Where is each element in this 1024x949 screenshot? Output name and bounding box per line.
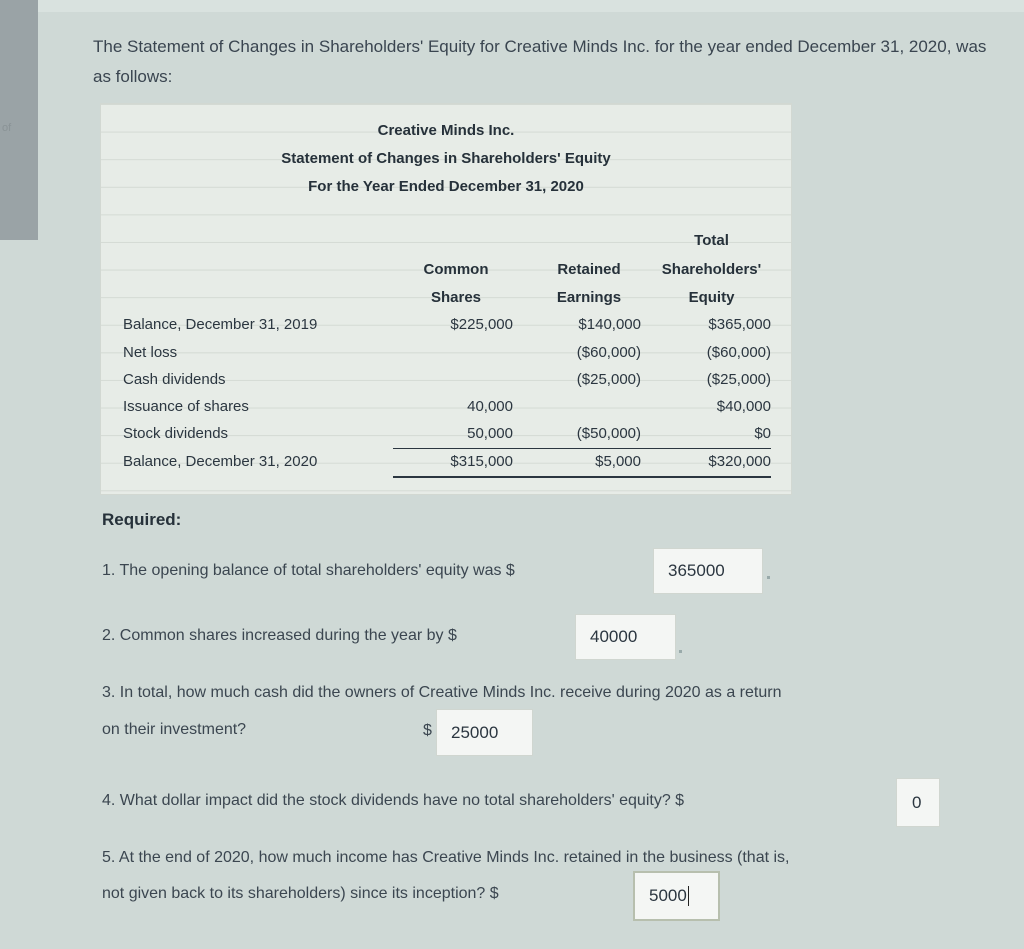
answer-2-input[interactable]: 40000	[575, 614, 676, 660]
statement-title: Statement of Changes in Shareholders' Equity	[281, 150, 611, 167]
statement-company: Creative Minds Inc.	[377, 122, 515, 139]
row-label: Stock dividends	[123, 425, 229, 442]
row-common: 50,000	[467, 425, 513, 442]
question-3-line1: 3. In total, how much cash did the owners of Creative Minds Inc. receive during 2020 as a return	[102, 684, 782, 701]
question-intro: The Statement of Changes in Shareholders' Equity for Creative Minds Inc. for the year ended December 31, 2020, was as follows:	[93, 37, 987, 86]
answer-5-value: 5000	[649, 886, 687, 905]
text-caret	[688, 886, 689, 906]
question-5-line2: not given back to its shareholders) since its inception? $	[102, 885, 499, 902]
col-common-line2: Shares	[430, 289, 482, 306]
col-retained-line2: Earnings	[556, 289, 622, 306]
row-total: $40,000	[716, 398, 771, 415]
answer-3-input[interactable]: 25000	[436, 709, 533, 756]
row-total: $0	[754, 425, 771, 442]
table-row	[101, 371, 791, 398]
col-common-line1: Common	[423, 261, 489, 278]
row-total: ($25,000)	[706, 371, 771, 388]
question-4-text: 4. What dollar impact did the stock dividends have no total shareholders' equity? $	[102, 792, 685, 809]
col-retained-line1: Retained	[557, 261, 621, 278]
total-rule	[393, 476, 771, 478]
row-common: $315,000	[450, 453, 513, 470]
table-row	[101, 316, 791, 343]
row-retained: ($50,000)	[576, 425, 641, 442]
row-total: ($60,000)	[706, 344, 771, 361]
row-total: $365,000	[708, 316, 771, 333]
answer-1-input[interactable]: 365000	[653, 548, 763, 594]
question-3-currency: $	[423, 722, 432, 739]
row-label: Issuance of shares	[123, 398, 249, 415]
sidebar-label: of	[2, 122, 12, 134]
sidebar-strip	[0, 0, 38, 240]
subtotal-rule	[393, 448, 771, 449]
row-common: 40,000	[467, 398, 513, 415]
answer-1-marker	[767, 576, 770, 579]
row-total: $320,000	[708, 453, 771, 470]
row-retained: $5,000	[595, 453, 641, 470]
row-label: Cash dividends	[123, 371, 226, 388]
row-retained: ($60,000)	[576, 344, 641, 361]
row-label: Net loss	[123, 344, 178, 361]
equity-statement-table	[100, 103, 792, 495]
statement-period: For the Year Ended December 31, 2020	[308, 178, 584, 195]
table-row	[101, 344, 791, 371]
table-row	[101, 398, 791, 425]
row-retained: $140,000	[578, 316, 641, 333]
answer-4-input[interactable]: 0	[896, 778, 940, 827]
question-1-text: 1. The opening balance of total shareholders' equity was $	[102, 562, 515, 579]
question-5-line1: 5. At the end of 2020, how much income has Creative Minds Inc. retained in the business (that is,	[102, 849, 790, 866]
row-retained: ($25,000)	[576, 371, 641, 388]
col-total-line2: Shareholders'	[661, 261, 762, 278]
answer-2-marker	[679, 650, 682, 653]
answer-5-input[interactable]	[633, 871, 720, 921]
question-2-text: 2. Common shares increased during the year by $	[102, 627, 457, 644]
col-total-line1: Total	[694, 232, 729, 249]
top-bar	[38, 0, 1024, 12]
row-common: $225,000	[450, 316, 513, 333]
required-heading: Required:	[102, 510, 182, 529]
row-label: Balance, December 31, 2019	[123, 316, 318, 333]
question-3-line2: on their investment?	[102, 721, 247, 738]
col-total-line3: Equity	[688, 289, 735, 306]
row-label: Balance, December 31, 2020	[123, 453, 318, 470]
